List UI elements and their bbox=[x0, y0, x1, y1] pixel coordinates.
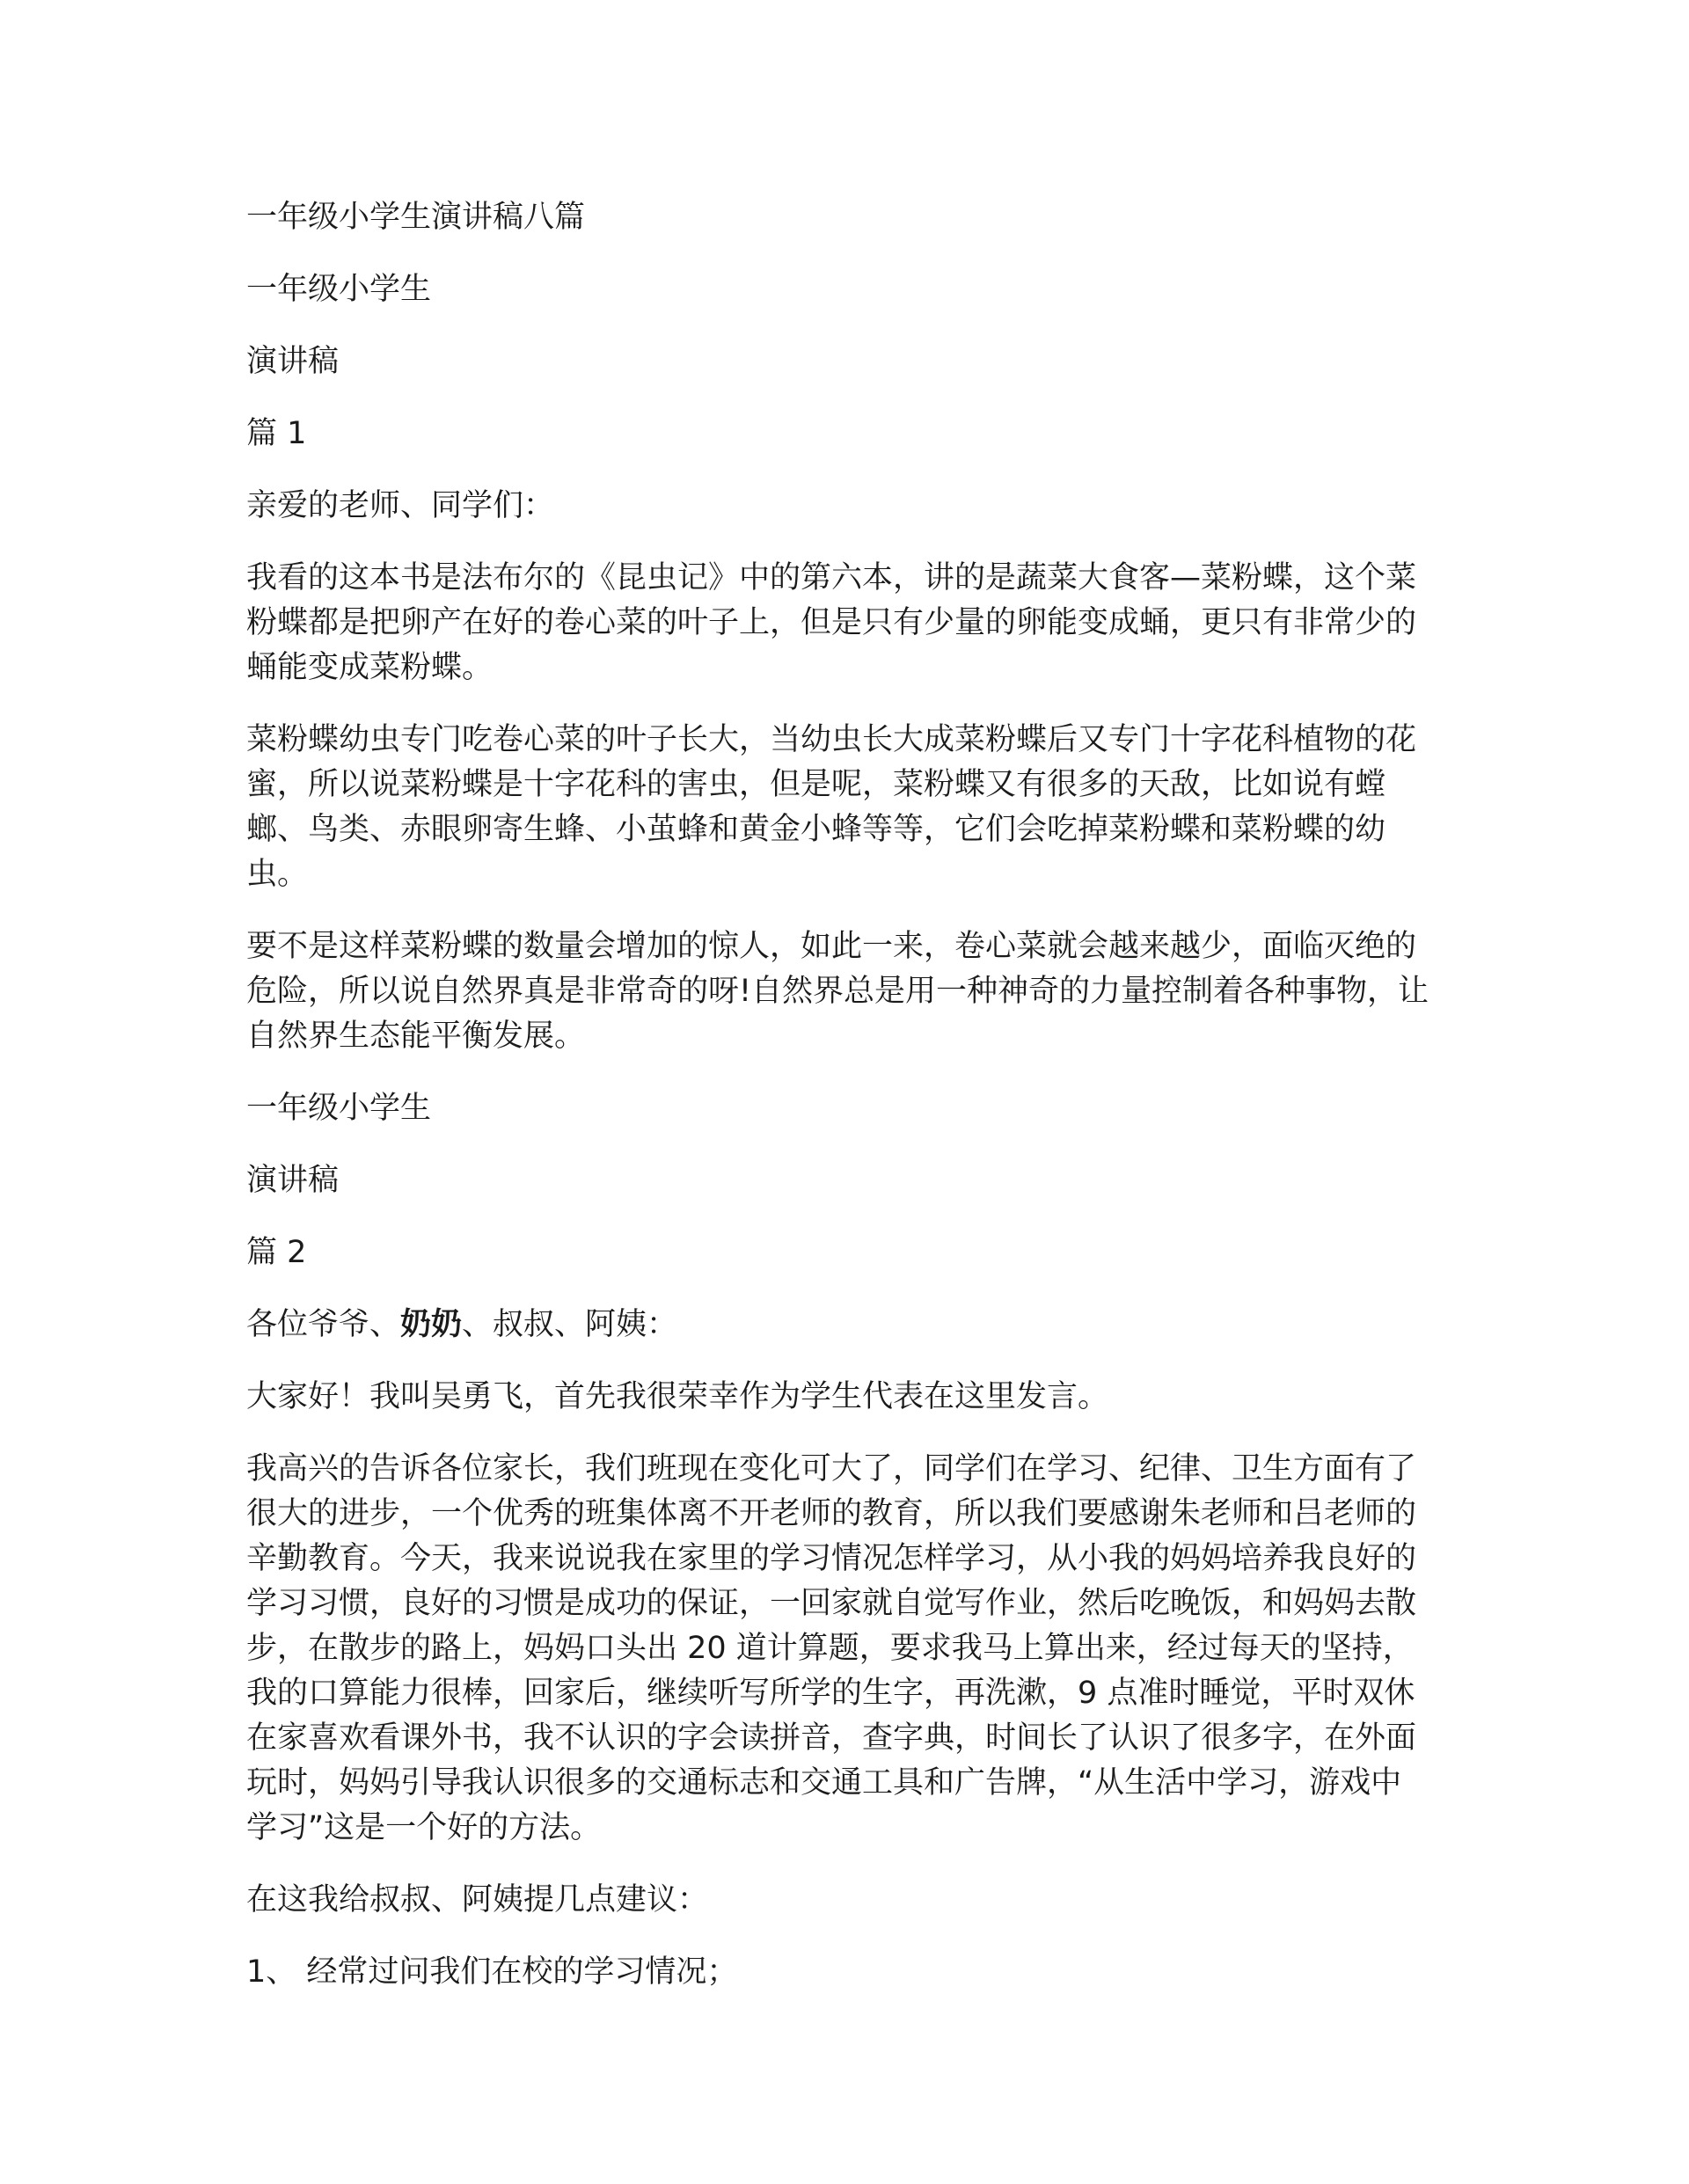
section-1-label-line2: 演讲稿 bbox=[246, 344, 340, 379]
section-2-list-item-1: 1、 经常过问我们在校的学习情况； bbox=[246, 1954, 738, 1990]
section-2-paragraph-1: 大家好！我叫吴勇飞，首先我很荣幸作为学生代表在这里发言。 bbox=[246, 1379, 1109, 1414]
greeting-bold-word: 奶奶 bbox=[400, 1307, 463, 1342]
section-1-paragraph-3: 要不是这样菜粉蝶的数量会增加的惊人，如此一来，卷心菜就会越来越少，面临灭绝的危险，所以说自然界真是非常奇的呀!自然界总是用一种神奇的力量控制着各种事物，让自然界生态能平衡发展。 bbox=[246, 929, 1429, 1054]
document-content bbox=[246, 195, 1429, 2022]
greeting-part-2: 、叔叔、阿姨： bbox=[462, 1307, 678, 1342]
greeting-part-1: 各位爷爷、 bbox=[246, 1307, 401, 1342]
section-1-label-line3: 篇 1 bbox=[246, 416, 307, 451]
section-2-label-line1: 一年级小学生 bbox=[246, 1091, 432, 1126]
section-2-paragraph-2: 我高兴的告诉各位家长，我们班现在变化可大了，同学们在学习、纪律、卫生方面有了很大的进步，一个优秀的班集体离不开老师的教育，所以我们要感谢朱老师和吕老师的辛勤教育。今天，我来说说我在家里的学习情况怎样学习，从小我的妈妈培养我良好的学习习惯，良好的习惯是成功的保证，一回家就自觉写作业，然后吃晚饭，和妈妈去散步，在散步的路上，妈妈口头出 20 道计算题，要求我马上算出来，经过每天的坚持，我的口算能力很棒，回家后，继续听写所学的生字，再洗漱，9 点准时睡觉，平时双休在家喜欢看课外书，我不认识的字会读拼音，查字典，时间长了认识了很多字，在外面玩时，妈妈引导我认识很多的交通标志和交通工具和广告牌，“从生活中学习，游戏中学习”这是一个好的方法。 bbox=[246, 1451, 1417, 1845]
section-2-label-line2: 演讲稿 bbox=[246, 1163, 340, 1198]
section-1-paragraph-1: 我看的这本书是法布尔的《昆虫记》中的第六本，讲的是蔬菜大食客—菜粉蝶，这个菜粉蝶都是把卵产在好的卷心菜的叶子上，但是只有少量的卵能变成蛹，更只有非常少的蛹能变成菜粉蝶。 bbox=[246, 560, 1417, 685]
section-1-greeting: 亲爱的老师、同学们： bbox=[246, 488, 555, 523]
section-2-paragraph-3: 在这我给叔叔、阿姨提几点建议： bbox=[246, 1882, 709, 1917]
section-1-label-line1: 一年级小学生 bbox=[246, 272, 432, 307]
section-2-label-line3: 篇 2 bbox=[246, 1235, 307, 1270]
section-2-greeting bbox=[246, 1303, 1429, 1348]
section-1-paragraph-2: 菜粉蝶幼虫专门吃卷心菜的叶子长大，当幼虫长大成菜粉蝶后又专门十字花科植物的花蜜，所以说菜粉蝶是十字花科的害虫，但是呢，菜粉蝶又有很多的天敌，比如说有螳螂、鸟类、赤眼卵寄生蜂、小茧蜂和黄金小蜂等等，它们会吃掉菜粉蝶和菜粉蝶的幼虫。 bbox=[246, 722, 1417, 892]
document-title: 一年级小学生演讲稿八篇 bbox=[246, 200, 586, 235]
